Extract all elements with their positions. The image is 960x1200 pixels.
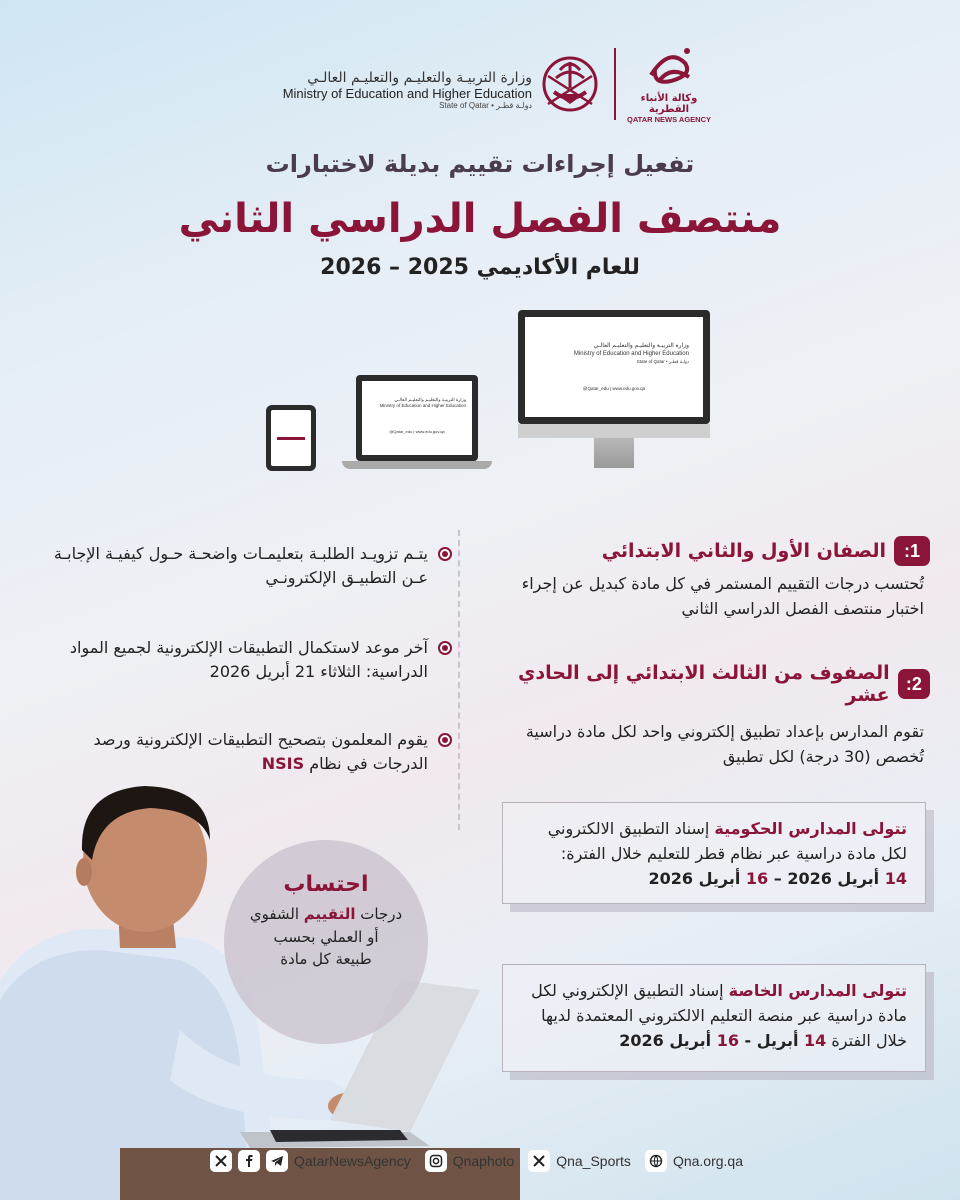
laptop-screen-en: Ministry of Education and Higher Education — [379, 402, 466, 408]
qna-logo — [624, 45, 714, 124]
monitor-screen-state: State of Qatar • دولـة قطـر — [636, 358, 689, 364]
x-icon[interactable] — [210, 1150, 232, 1172]
section-1-heading — [510, 536, 930, 566]
private-schools-highlight: تتولى المدارس الخاصة — [728, 981, 907, 1000]
gov-date-from: 14 — [884, 868, 907, 888]
section-1-title: الصفان الأول والثاني الابتدائي — [601, 540, 886, 562]
private-schools-dates — [619, 1031, 826, 1050]
footer-handle-1[interactable]: QatarNewsAgency — [294, 1153, 411, 1169]
private-date-end: أبريل 2026 — [619, 1030, 717, 1050]
bullet-2-icon — [438, 641, 452, 655]
bullet-1 — [40, 542, 452, 590]
bullet-3 — [40, 728, 452, 776]
device-monitor — [518, 310, 710, 470]
qna-logo-icon — [641, 45, 697, 89]
x-sports-icon[interactable] — [528, 1150, 550, 1172]
gov-schools-box — [502, 802, 926, 904]
bullet-3-icon — [438, 733, 452, 747]
bullet-1-text: يتـم تزويـد الطلبـة بتعليمـات واضحـة حـول كيفيـة الإجابـة عـن التطبيـق الإلكترونـي — [53, 544, 428, 587]
section-1-body: تُحتسب درجات التقييم المستمر في كل مادة كبديل عن إجراء اختبار منتصف الفصل الدراسي الثاني — [521, 574, 924, 618]
laptop-screen-footer: @Qatar_edu | www.edu.gov.qa — [389, 428, 445, 434]
section-2 — [510, 662, 930, 770]
bullet-2 — [40, 636, 452, 684]
bullet-2-text: آخر موعد لاستكمال التطبيقات الإلكترونية لجميع المواد الدراسية: الثلاثاء 21 أبريل 2026 — [69, 638, 428, 681]
title-line-1: تفعيل إجراءات تقييم بديلة لاختبارات — [265, 150, 695, 178]
gov-date-end: أبريل 2026 — [648, 868, 746, 888]
footer-handle-2[interactable]: Qnaphoto — [452, 1153, 515, 1169]
qatar-emblem-icon — [538, 48, 602, 120]
title-line-3: للعام الأكاديمي 2025 – 2026 — [320, 255, 640, 280]
bullet-3-highlight: NSIS — [261, 754, 305, 773]
bullet-3-text-main: يقوم المعلمون بتصحيح التطبيقات الإلكترونية ورصد الدرجات في نظام — [93, 730, 428, 773]
globe-icon[interactable] — [645, 1150, 667, 1172]
bullet-1-icon — [438, 547, 452, 561]
circle-line-2: أو العملي بحسب — [273, 927, 379, 946]
monitor-screen-ar: وزارة التربيـة والتعليـم والتعليـم العالـي — [593, 343, 689, 349]
private-date-mid: أبريل - — [738, 1030, 805, 1050]
social-footer — [210, 1148, 743, 1174]
section-1 — [510, 536, 930, 622]
gov-date-mid: أبريل 2026 – — [768, 868, 885, 888]
circle-line-1-after: الشفوي — [249, 905, 304, 923]
moe-state: State of Qatar • دولـة قطـر — [439, 101, 532, 110]
circle-line-1 — [224, 903, 428, 926]
section-2-number: 2: — [898, 669, 930, 699]
assessment-circle — [224, 840, 428, 1044]
header-divider — [614, 48, 616, 120]
instagram-icon[interactable] — [425, 1150, 447, 1172]
circle-line-1-before: درجات — [355, 905, 403, 923]
footer-handle-3[interactable]: Qna_Sports — [556, 1153, 631, 1169]
facebook-icon[interactable] — [238, 1150, 260, 1172]
section-2-heading — [510, 662, 930, 706]
telegram-icon[interactable] — [266, 1150, 288, 1172]
title-line-2: منتصف الفصل الدراسي الثاني — [178, 196, 782, 242]
section-2-title: الصفوف من الثالث الابتدائي إلى الحادي عشر — [517, 662, 890, 706]
private-date-from: 14 — [804, 1030, 827, 1050]
qna-name-arabic: وكالة الأنباء القطرية — [640, 93, 698, 115]
gov-date-to: 16 — [745, 868, 769, 888]
circle-body — [224, 903, 428, 971]
footer-website[interactable]: Qna.org.qa — [672, 1153, 743, 1169]
bullet-3-text — [40, 728, 428, 776]
monitor-screen-footer: @Qatar_edu | www.edu.gov.qa — [582, 386, 646, 392]
gov-schools-text: إسناد التطبيق الالكتروني لكل مادة دراسية عبر نظام قطر للتعليم خلال الفترة: — [547, 819, 907, 863]
circle-title: احتساب — [283, 872, 369, 897]
private-schools-text: إسناد التطبيق الإلكتروني لكل مادة دراسية عبر منصة التعليم الالكتروني المعتمدة لديها خلال الفترة — [531, 981, 907, 1050]
moe-logo-text — [232, 70, 532, 110]
gov-schools-dates — [649, 869, 907, 888]
gov-schools-highlight: تتولى المدارس الحكومية — [714, 819, 907, 838]
private-schools-box — [502, 964, 926, 1072]
device-tablet — [266, 405, 316, 471]
section-1-number: 1: — [894, 536, 930, 566]
monitor-screen-en: Ministry of Education and Higher Education — [573, 350, 689, 357]
device-laptop — [342, 375, 492, 471]
section-2-body: تقوم المدارس بإعداد تطبيق إلكتروني واحد لكل مادة دراسية تُخصص (30 درجة) لكل تطبيق — [525, 722, 924, 766]
circle-line-3: طبيعة كل مادة — [280, 950, 372, 968]
laptop-screen-ar: وزارة التربيـة والتعليـم والتعليـم العالـي — [394, 397, 466, 402]
circle-line-1-highlight: التقييم — [303, 905, 356, 923]
moe-name-arabic: وزارة التربيـة والتعليـم والتعليـم العالـي — [307, 70, 532, 86]
private-date-to: 16 — [716, 1030, 739, 1050]
moe-name-english: Ministry of Education and Higher Education — [282, 86, 532, 101]
qna-name-english: QATAR NEWS AGENCY — [626, 115, 712, 124]
